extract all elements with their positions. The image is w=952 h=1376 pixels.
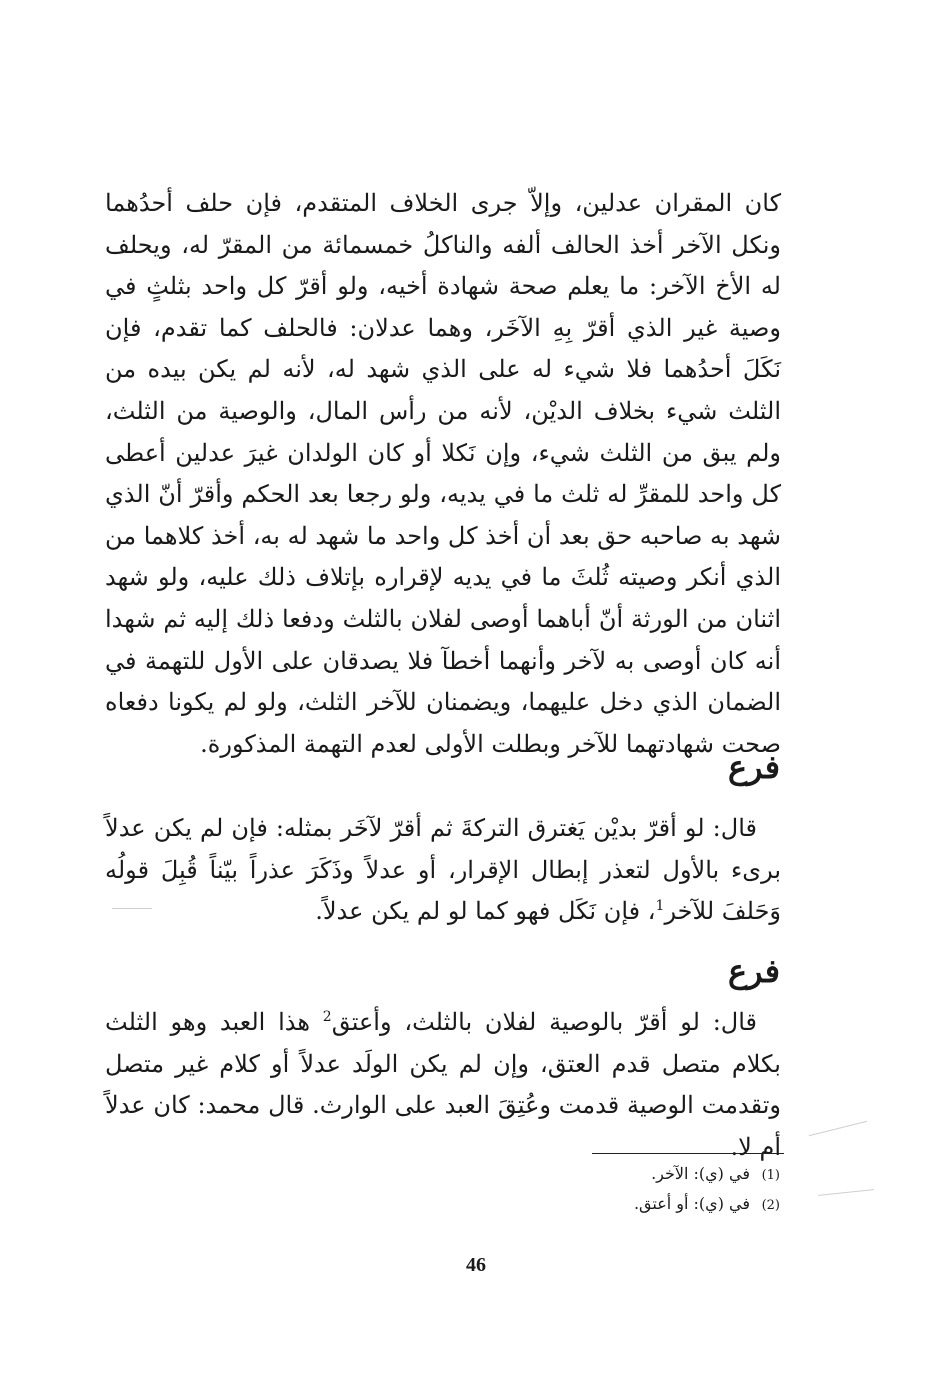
scan-artifact xyxy=(809,1121,867,1136)
footnote-number: (1) xyxy=(761,1168,780,1183)
paragraph-text: قال: لو أقرّ بديْن يَغترق التركةَ ثم أقرّ لآخَر بمثله: فإن لم يكن عدلاً برىء بالأول لتعذر إبطال الإقرار، أو عدلاً وذَكَرَ عذراً بيّناً قُبِلَ قولُه وَحَلفَ للآخر xyxy=(105,814,781,926)
footnote-text: في (ي): الآخر. xyxy=(651,1164,750,1183)
footnote-reference: 2 xyxy=(322,1009,332,1025)
body-paragraph xyxy=(105,808,781,933)
paragraph-text: قال: لو أقرّ بالوصية لفلان بالثلث، وأعتق xyxy=(331,1008,757,1036)
page-number: 46 xyxy=(466,1254,486,1276)
paragraph-text: كان المقران عدلين، وإلاّ جرى الخلاف المتقدم، فإن حلف أحدُهما ونكل الآخر أخذ الحالف ألفه والناكلُ خمسمائة من المقرّ له، ويحلف له الأخ الآخر: ما يعلم صحة شهادة أخيه، ولو أقرّ كل واحد بثلثٍ في وصية غير الذي أقرّ بِهِ الآخَر، وهما عدلان: فالحلف كما تقدم، فإن نَكَلَ أحدُهما فلا شيء له على الذي شهد له، لأنه لم يكن بيده من الثلث شيء بخلاف الديْن، لأنه من رأس المال، والوصية من الثلث، ولم يبق من الثلث شيء، وإن نَكلا أو كان الولدان غيرَ عدلين أعطى كل واحد للمقرِّ له ثلث ما في يديه، ولو رجعا بعد الحكم وأقرّ أنّ الذي شهد به صاحبه حق بعد أن أخذ كل واحد ما شهد له به، أخذ كلاهما من الذي أنكر وصيته ثُلثَ ما في يديه لإقراره بإتلاف ذلك عليه، ولو شهد اثنان من الورثة أنّ أباهما أوصى لفلان بالثلث ودفعا ذلك إليه ثم شهدا أنه كان أوصى به لآخر وأنهما أخطآ فلا يصدقان على الأول للتهمة في الضمان الذي دخل عليهما، ويضمنان للآخر الثلث، ولو لم يكونا دفعاه صحت شهادتهما للآخر وبطلت الأولى لعدم التهمة المذكورة. xyxy=(104,189,782,758)
scan-artifact xyxy=(818,1189,874,1196)
body-paragraph xyxy=(105,1002,781,1168)
footnote-text: في (ي): أو أعتق. xyxy=(633,1194,750,1213)
footnotes xyxy=(440,1160,780,1220)
section-heading: فرع xyxy=(727,952,780,990)
scan-artifact xyxy=(112,908,152,909)
footnote xyxy=(440,1190,780,1220)
paragraph-text: ، فإن نَكَل فهو كما لو لم يكن عدلاً. xyxy=(315,897,656,926)
paragraph-text: هذا العبد وهو الثلث بكلام متصل قدم العتق، وإن لم يكن الولَد عدلاً أو كلام غير متصل وتقدمت الوصية قدمت وعُتِقَ العبد على الوارث. قال محمد: كان عدلاً أم لا. xyxy=(105,1008,781,1161)
footnote-reference: 1 xyxy=(655,898,665,915)
section-heading: فرع xyxy=(727,748,780,786)
body-paragraph xyxy=(105,183,781,765)
footnote xyxy=(440,1160,780,1190)
footnote-separator xyxy=(592,1153,784,1154)
footnote-number: (2) xyxy=(761,1198,780,1213)
